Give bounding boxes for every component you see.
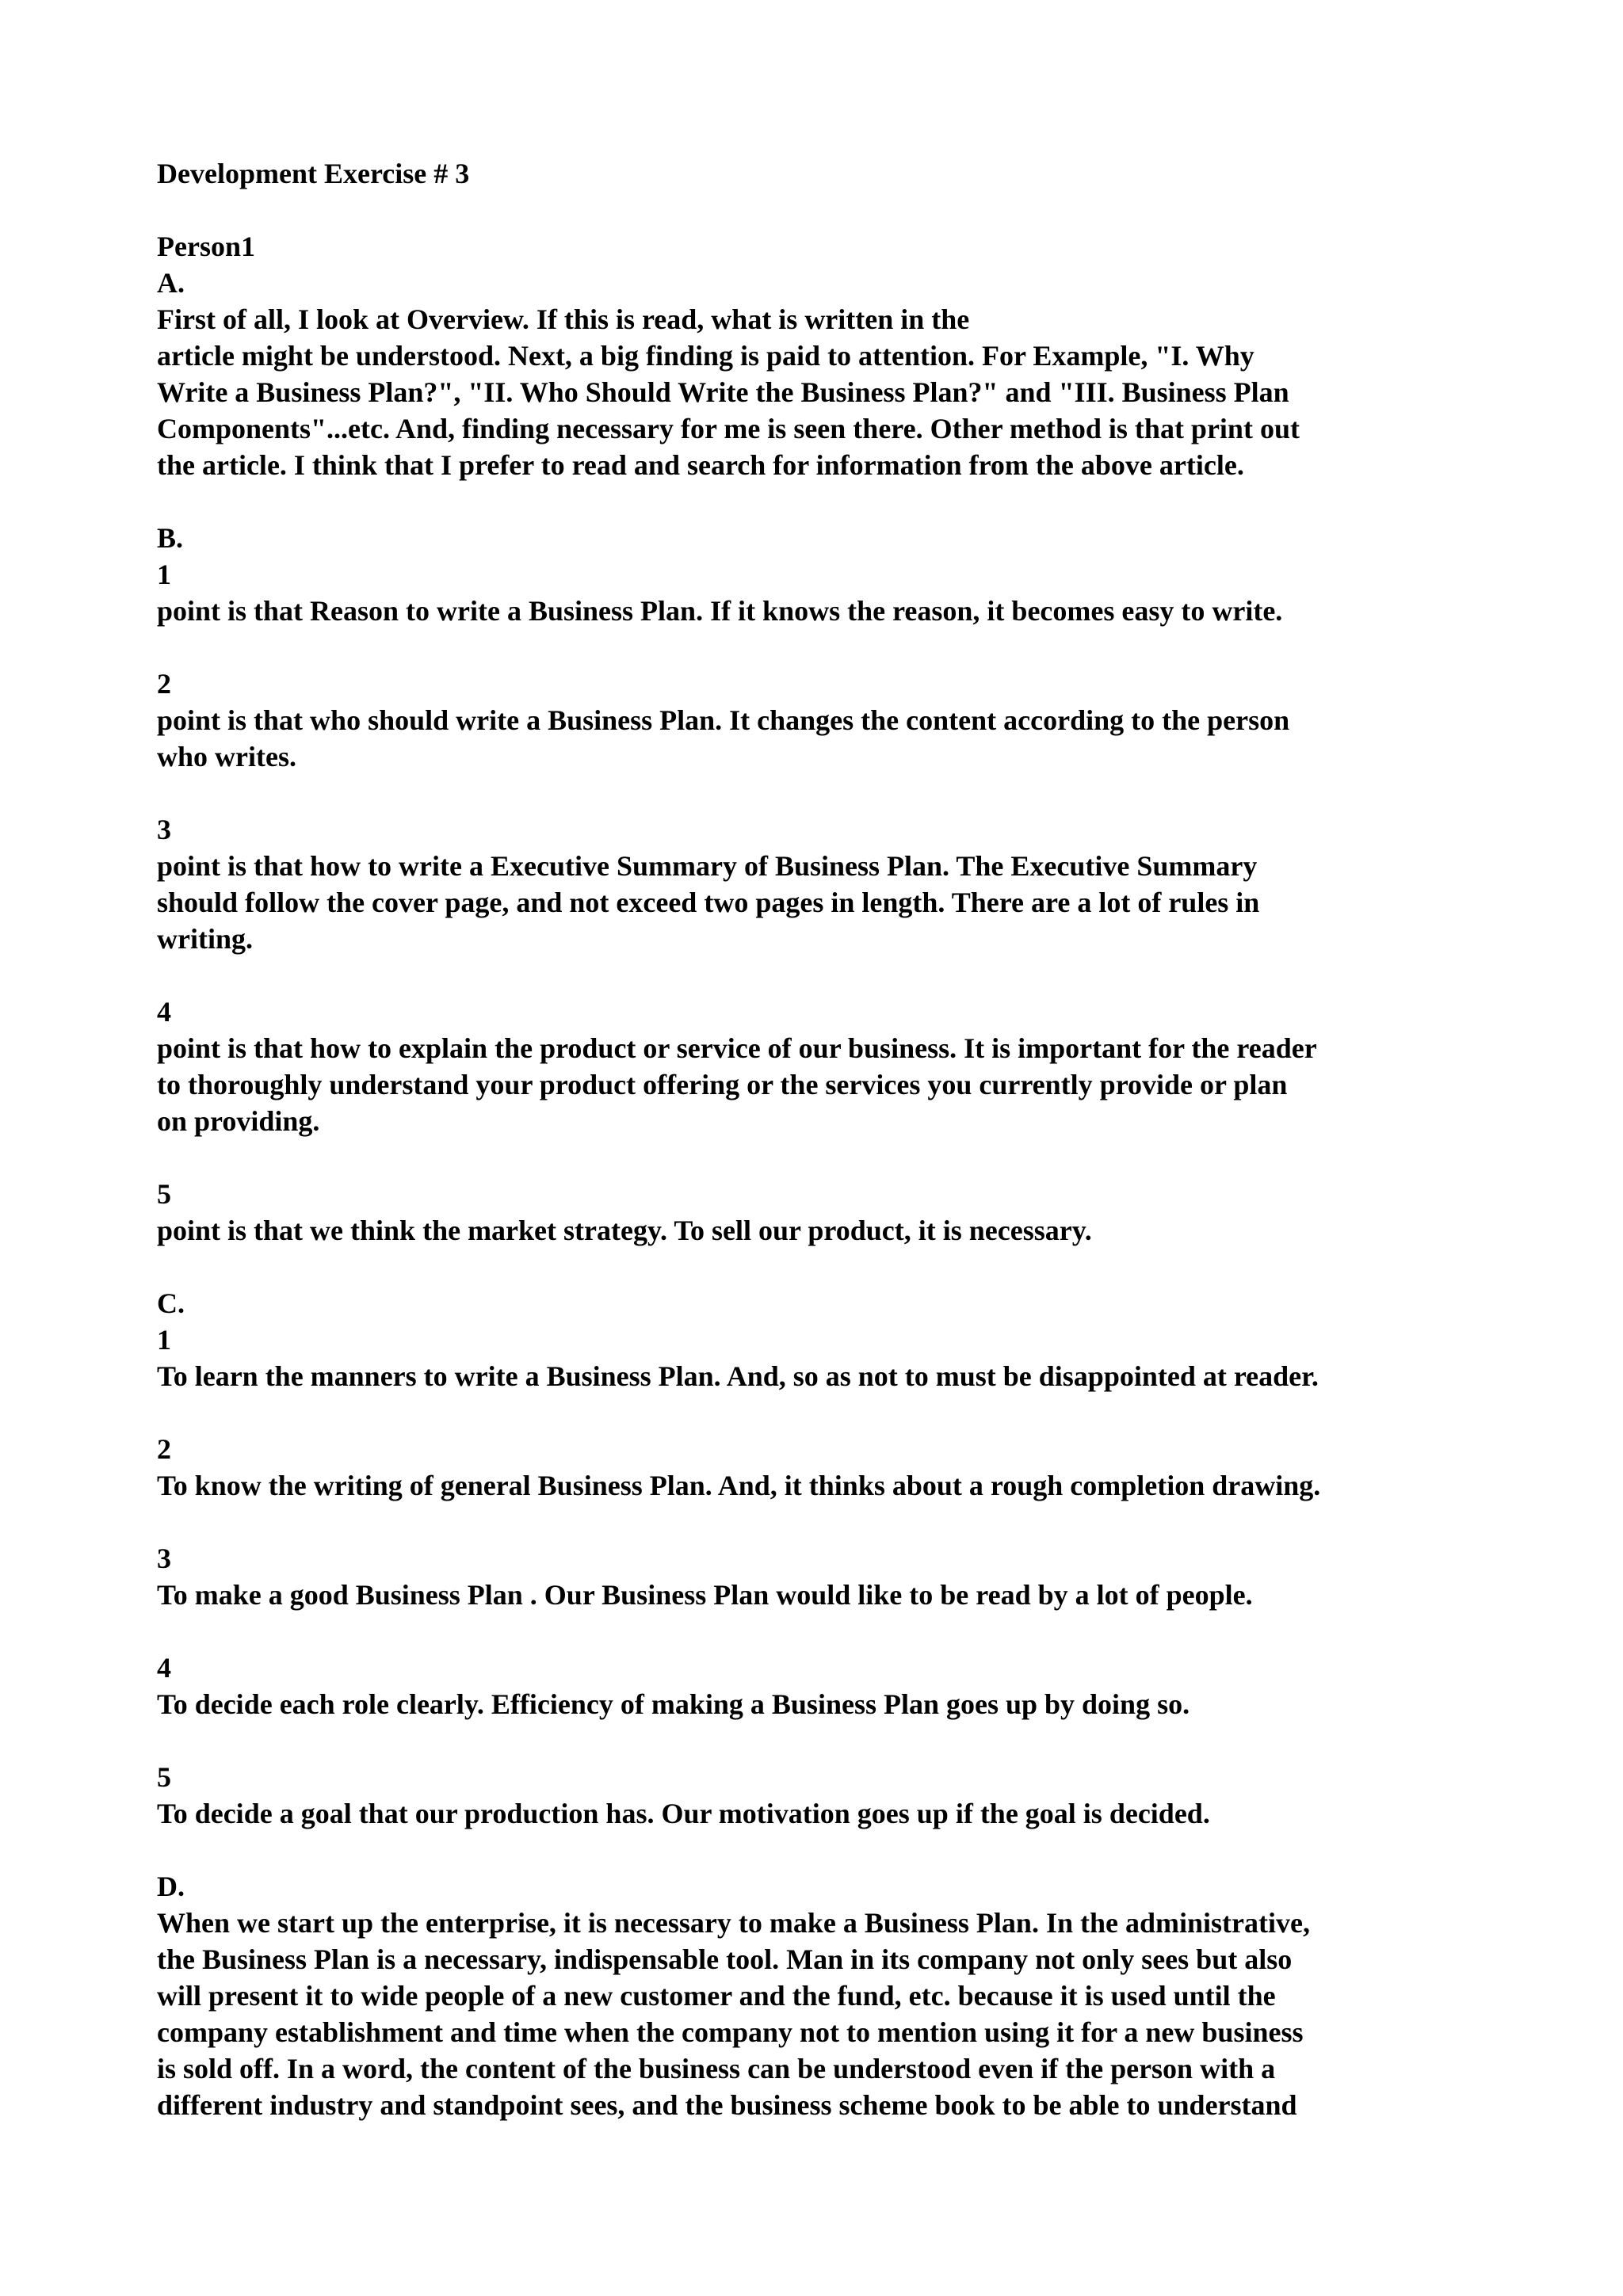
section-b-item-2 — [157, 666, 1504, 775]
section-c-item-1 — [157, 1322, 1504, 1394]
item-line: point is that we think the market strategy. To sell our product, it is necessary. — [157, 1215, 1092, 1246]
item-line: on providing. — [157, 1105, 320, 1137]
item-number: 3 — [157, 1543, 171, 1574]
section-a — [157, 265, 1504, 483]
item-line: To learn the manners to write a Business Plan. And, so as not to must be disappointed at reader. — [157, 1360, 1319, 1392]
section-d — [157, 1868, 1504, 2123]
item-number: 3 — [157, 814, 171, 845]
section-a-heading: A. — [157, 267, 185, 299]
section-c-heading: C. — [157, 1287, 185, 1319]
section-c-item-2 — [157, 1431, 1504, 1504]
item-number: 2 — [157, 668, 171, 700]
section-d-heading: D. — [157, 1871, 185, 1902]
item-line: point is that how to explain the product or service of our business. It is important for the reader — [157, 1032, 1317, 1064]
item-line: who writes. — [157, 741, 296, 772]
spacer — [157, 192, 1504, 228]
spacer — [157, 957, 1504, 994]
item-line: To decide each role clearly. Efficiency of making a Business Plan goes up by doing so. — [157, 1688, 1190, 1720]
item-number: 4 — [157, 1652, 171, 1684]
item-line: To know the writing of general Business Plan. And, it thinks about a rough completion drawing. — [157, 1470, 1321, 1501]
item-line: point is that Reason to write a Business Plan. If it knows the reason, it becomes easy to write. — [157, 595, 1283, 627]
spacer — [157, 1722, 1504, 1759]
item-number: 1 — [157, 1324, 171, 1356]
spacer — [157, 629, 1504, 666]
section-c-item-5 — [157, 1759, 1504, 1832]
spacer — [157, 1613, 1504, 1650]
section-b-item-3 — [157, 811, 1504, 957]
section-c-item-3 — [157, 1540, 1504, 1613]
section-a-line: Components"...etc. And, finding necessary for me is seen there. Other method is that print out — [157, 413, 1300, 444]
section-a-line: the article. I think that I prefer to read and search for information from the above article. — [157, 449, 1244, 481]
document-body — [157, 155, 1504, 2123]
spacer — [157, 1832, 1504, 1868]
section-a-line: article might be understood. Next, a big finding is paid to attention. For Example, "I. Why — [157, 340, 1254, 372]
spacer — [157, 1249, 1504, 1285]
section-d-line: different industry and standpoint sees, and the business scheme book to be able to understand — [157, 2089, 1297, 2121]
item-line: should follow the cover page, and not exceed two pages in length. There are a lot of rules in — [157, 887, 1260, 918]
item-line: writing. — [157, 923, 253, 955]
item-number: 5 — [157, 1178, 171, 1210]
item-line: point is that who should write a Business Plan. It changes the content according to the person — [157, 704, 1290, 736]
section-c-item-4 — [157, 1650, 1504, 1722]
section-c — [157, 1285, 1504, 1832]
item-line: to thoroughly understand your product offering or the services you currently provide or plan — [157, 1069, 1288, 1100]
item-number: 5 — [157, 1761, 171, 1793]
section-b-item-4 — [157, 994, 1504, 1139]
section-a-line: First of all, I look at Overview. If this is read, what is written in the — [157, 303, 970, 335]
section-b — [157, 520, 1504, 1249]
item-number: 1 — [157, 559, 171, 590]
section-d-line: When we start up the enterprise, it is necessary to make a Business Plan. In the administrative, — [157, 1907, 1310, 1939]
section-d-line: will present it to wide people of a new customer and the fund, etc. because it is used until the — [157, 1980, 1276, 2012]
section-d-line: is sold off. In a word, the content of the business can be understood even if the person with a — [157, 2053, 1276, 2084]
document-title: Development Exercise # 3 — [157, 158, 470, 189]
item-line: To make a good Business Plan . Our Business Plan would like to be read by a lot of people. — [157, 1579, 1253, 1611]
section-d-line: the Business Plan is a necessary, indispensable tool. Man in its company not only sees but also — [157, 1943, 1293, 1975]
spacer — [157, 1394, 1504, 1431]
item-number: 4 — [157, 996, 171, 1028]
spacer — [157, 1139, 1504, 1176]
item-line: To decide a goal that our production has. Our motivation goes up if the goal is decided. — [157, 1798, 1210, 1829]
section-b-item-5 — [157, 1176, 1504, 1249]
item-line: point is that how to write a Executive Summary of Business Plan. The Executive Summary — [157, 850, 1258, 882]
section-a-line: Write a Business Plan?", "II. Who Should Write the Business Plan?" and "III. Business Plan — [157, 376, 1289, 408]
section-b-item-1 — [157, 556, 1504, 629]
person-label: Person1 — [157, 231, 255, 262]
item-number: 2 — [157, 1433, 171, 1465]
spacer — [157, 775, 1504, 811]
spacer — [157, 483, 1504, 520]
section-d-line: company establishment and time when the company not to mention using it for a new business — [157, 2016, 1304, 2048]
section-b-heading: B. — [157, 522, 184, 554]
spacer — [157, 1504, 1504, 1540]
